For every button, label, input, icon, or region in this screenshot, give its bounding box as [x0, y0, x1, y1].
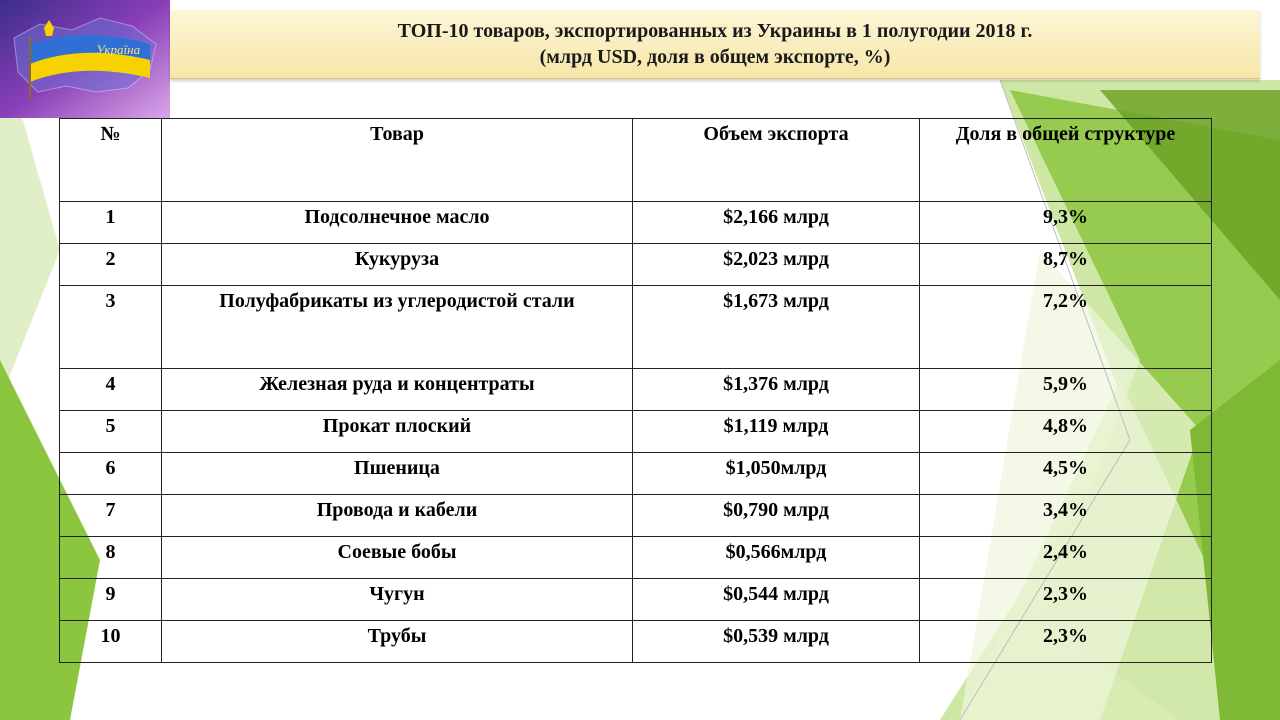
row-volume: $0,566млрд [633, 537, 920, 579]
row-number: 5 [60, 411, 162, 453]
row-item: Прокат плоский [162, 411, 633, 453]
row-number: 2 [60, 244, 162, 286]
table-row [60, 202, 1212, 244]
row-share: 9,3% [920, 202, 1212, 244]
row-item: Соевые бобы [162, 537, 633, 579]
row-share: 7,2% [920, 286, 1212, 369]
row-volume: $1,119 млрд [633, 411, 920, 453]
table-row [60, 579, 1212, 621]
row-share: 2,3% [920, 579, 1212, 621]
row-volume: $2,166 млрд [633, 202, 920, 244]
header-share: Доля в общей структуре [920, 119, 1212, 202]
row-share: 4,5% [920, 453, 1212, 495]
header-item: Товар [162, 119, 633, 202]
page-title: ТОП-10 товаров, экспортированных из Украины в 1 полугодии 2018 г. [397, 20, 1033, 42]
row-item: Подсолнечное масло [162, 202, 633, 244]
row-item: Провода и кабели [162, 495, 633, 537]
row-share: 2,4% [920, 537, 1212, 579]
row-volume: $1,673 млрд [633, 286, 920, 369]
table-row [60, 369, 1212, 411]
row-share: 4,8% [920, 411, 1212, 453]
row-item: Трубы [162, 621, 633, 663]
row-item: Железная руда и концентраты [162, 369, 633, 411]
table-row [60, 411, 1212, 453]
row-number: 4 [60, 369, 162, 411]
title-banner [170, 10, 1260, 79]
row-item: Полуфабрикаты из углеродистой стали [162, 286, 633, 369]
row-number: 6 [60, 453, 162, 495]
table-row [60, 537, 1212, 579]
row-share: 2,3% [920, 621, 1212, 663]
row-item: Чугун [162, 579, 633, 621]
table-row [60, 495, 1212, 537]
row-volume: $0,544 млрд [633, 579, 920, 621]
ukraine-flag-map-icon [0, 0, 170, 118]
row-share: 5,9% [920, 369, 1212, 411]
row-number: 8 [60, 537, 162, 579]
table-row [60, 244, 1212, 286]
page-subtitle: (млрд USD, доля в общем экспорте, %) [539, 46, 891, 68]
row-number: 3 [60, 286, 162, 369]
export-table [59, 118, 1212, 663]
table-row [60, 621, 1212, 663]
row-volume: $0,539 млрд [633, 621, 920, 663]
row-item: Пшеница [162, 453, 633, 495]
row-number: 7 [60, 495, 162, 537]
logo-text: Україна [96, 42, 141, 57]
table-row [60, 286, 1212, 369]
table-header-row [60, 119, 1212, 202]
row-item: Кукуруза [162, 244, 633, 286]
row-number: 9 [60, 579, 162, 621]
row-number: 10 [60, 621, 162, 663]
row-volume: $2,023 млрд [633, 244, 920, 286]
table-row [60, 453, 1212, 495]
header-volume: Объем экспорта [633, 119, 920, 202]
row-share: 3,4% [920, 495, 1212, 537]
row-volume: $1,050млрд [633, 453, 920, 495]
header-number: № [60, 119, 162, 202]
row-volume: $1,376 млрд [633, 369, 920, 411]
row-share: 8,7% [920, 244, 1212, 286]
ukraine-logo [0, 0, 170, 118]
row-volume: $0,790 млрд [633, 495, 920, 537]
row-number: 1 [60, 202, 162, 244]
